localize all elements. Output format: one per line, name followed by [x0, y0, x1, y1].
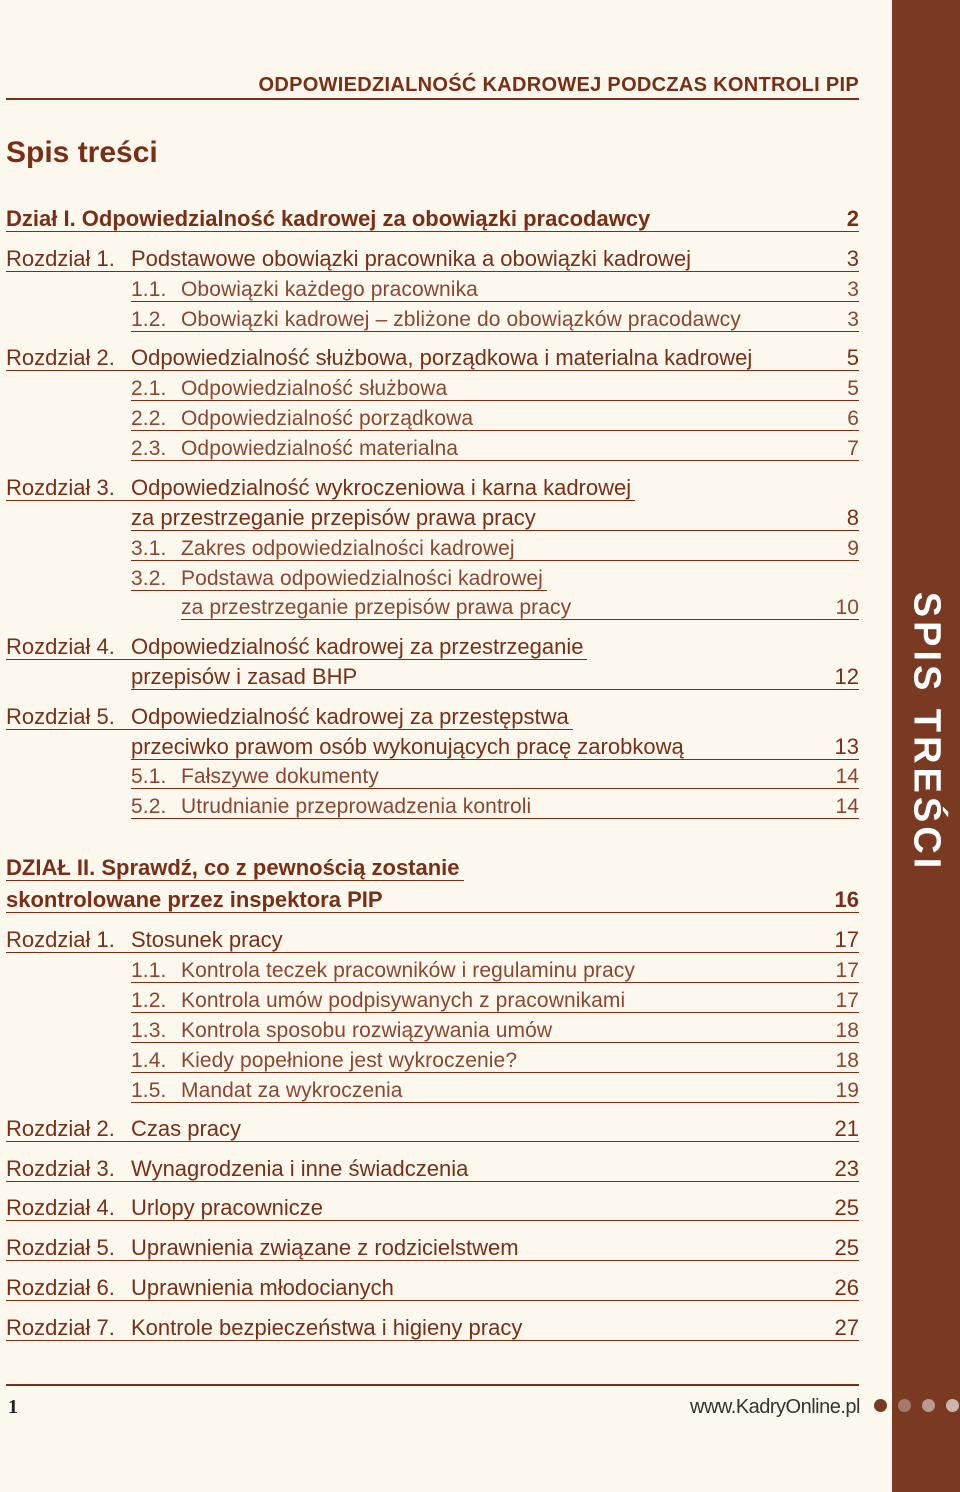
toc-entry[interactable]	[0, 923, 860, 953]
header-rule	[6, 98, 859, 100]
toc-page-number: 8	[846, 505, 859, 530]
sidebar-label: SPIS TREŚCI	[905, 591, 948, 873]
toc-text: Obowiązki kadrowej – zbliżone do obowiązków pracodawcy	[181, 308, 741, 331]
toc-text: za przestrzeganie przepisów prawa pracy	[131, 505, 536, 530]
toc-entry[interactable]	[0, 789, 860, 819]
toc-number: Rozdział 4.	[6, 634, 115, 659]
toc-underline	[131, 818, 859, 820]
toc-page-number: 14	[835, 765, 859, 788]
toc-text: Podstawa odpowiedzialności kadrowej	[181, 567, 543, 590]
toc-entry[interactable]	[0, 851, 860, 881]
toc-number: Rozdział 3.	[6, 1156, 115, 1181]
toc-number: 1.1.	[131, 959, 167, 982]
toc-page-number: 21	[834, 1116, 859, 1141]
toc-number: Rozdział 2.	[6, 1116, 115, 1141]
toc-number: 1.2.	[131, 308, 167, 331]
toc-page-number: 17	[835, 959, 859, 982]
toc-text: Odpowiedzialność służbowa, porządkowa i materialna kadrowej	[131, 345, 753, 370]
dot-icon	[922, 1399, 935, 1412]
toc-page-number: 5	[846, 345, 859, 370]
toc-text: przepisów i zasad BHP	[131, 664, 358, 689]
toc-entry[interactable]	[0, 561, 860, 591]
toc-underline	[6, 1220, 859, 1222]
toc-underline	[6, 912, 859, 914]
sidebar-label-wrap	[892, 0, 960, 1492]
toc-text: Kontrola teczek pracowników i regulaminu pracy	[181, 959, 635, 982]
toc-entry[interactable]	[0, 1311, 860, 1341]
toc-text: skontrolowane przez inspektora PIP	[6, 887, 383, 912]
toc-underline	[6, 231, 859, 233]
toc-text: Kiedy popełnione jest wykroczenie?	[181, 1049, 518, 1072]
toc-text: Kontrole bezpieczeństwa i higieny pracy	[131, 1315, 523, 1340]
toc-entry[interactable]	[0, 660, 860, 690]
toc-number: Rozdział 6.	[6, 1275, 115, 1300]
toc-entry[interactable]	[0, 730, 860, 760]
toc-text: Urlopy pracownicze	[131, 1195, 323, 1220]
toc-underline	[6, 1300, 859, 1302]
toc-text: Odpowiedzialność kadrowej za przestępstwa	[131, 704, 569, 729]
toc-entry[interactable]	[0, 1073, 860, 1103]
toc-entry[interactable]	[0, 630, 860, 660]
toc-text: Wynagrodzenia i inne świadczenia	[131, 1156, 469, 1181]
toc-entry[interactable]	[0, 302, 860, 332]
toc-number: 5.2.	[131, 795, 167, 818]
toc-entry[interactable]	[0, 401, 860, 431]
toc-page-number: 17	[834, 927, 859, 952]
toc-page-number: 19	[835, 1079, 859, 1102]
toc-entry[interactable]	[0, 1271, 860, 1301]
toc-entry[interactable]	[0, 202, 860, 232]
page-title: Spis treści	[6, 136, 158, 169]
toc-text: Uprawnienia związane z rodzicielstwem	[131, 1235, 519, 1260]
toc-text: Kontrola sposobu rozwiązywania umów	[181, 1019, 553, 1042]
page-number: 1	[8, 1396, 18, 1418]
toc-underline	[131, 460, 859, 462]
toc-entry[interactable]	[0, 883, 860, 913]
toc-number: Rozdział 7.	[6, 1315, 115, 1340]
toc-underline	[6, 1340, 859, 1342]
toc-number: Rozdział 2.	[6, 345, 115, 370]
footer-rule	[6, 1384, 859, 1386]
toc-page-number: 2	[846, 206, 859, 231]
toc-page-number: 13	[834, 734, 859, 759]
toc-text: Stosunek pracy	[131, 927, 283, 952]
toc-number: 3.2.	[131, 567, 167, 590]
website-link[interactable]: www.KadryOnline.pl	[690, 1396, 860, 1418]
toc-underline	[181, 619, 859, 621]
toc-entry[interactable]	[0, 1191, 860, 1221]
toc-page-number: 3	[847, 308, 859, 331]
toc-number: 1.2.	[131, 989, 167, 1012]
toc-text: DZIAŁ II. Sprawdź, co z pewnością zostanie	[6, 855, 460, 880]
toc-entry[interactable]	[0, 1013, 860, 1043]
toc-number: Rozdział 5.	[6, 704, 115, 729]
dot-icon	[946, 1399, 959, 1412]
toc-text: Odpowiedzialność materialna	[181, 437, 459, 460]
toc-text: Dział I. Odpowiedzialność kadrowej za obowiązki pracodawcy	[6, 206, 651, 231]
toc-text: Uprawnienia młodocianych	[131, 1275, 394, 1300]
toc-underline	[131, 1102, 859, 1104]
toc-underline	[131, 331, 859, 333]
toc-number: 5.1.	[131, 765, 167, 788]
toc-text: Kontrola umów podpisywanych z pracownikami	[181, 989, 626, 1012]
toc-number: 1.1.	[131, 278, 167, 301]
toc-entry[interactable]	[0, 759, 860, 789]
toc-page-number: 18	[835, 1049, 859, 1072]
toc-entry[interactable]	[0, 431, 860, 461]
toc-text: Odpowiedzialność porządkowa	[181, 407, 474, 430]
toc-page-number: 5	[847, 377, 859, 400]
toc-text: Odpowiedzialność wykroczeniowa i karna kadrowej	[131, 475, 632, 500]
toc-page-number: 10	[835, 596, 859, 619]
toc-entry[interactable]	[0, 1152, 860, 1182]
toc-number: 2.1.	[131, 377, 167, 400]
toc-entry[interactable]	[0, 471, 860, 501]
toc-entry[interactable]	[0, 700, 860, 730]
header-title: ODPOWIEDZIALNOŚĆ KADROWEJ PODCZAS KONTROLI PIP	[258, 74, 859, 96]
toc-entry[interactable]	[0, 341, 860, 371]
toc-page-number: 25	[834, 1195, 859, 1220]
toc-text: Czas pracy	[131, 1116, 242, 1141]
toc-number: Rozdział 5.	[6, 1235, 115, 1260]
toc-underline	[6, 1181, 859, 1183]
dot-icon	[874, 1399, 887, 1412]
toc-page-number: 16	[834, 887, 859, 912]
toc-page-number: 12	[834, 664, 859, 689]
toc-entry[interactable]	[0, 983, 860, 1013]
toc-text: Podstawowe obowiązki pracownika a obowiązki kadrowej	[131, 246, 692, 271]
toc-entry[interactable]	[0, 371, 860, 401]
toc-text: za przestrzeganie przepisów prawa pracy	[181, 596, 572, 619]
dot-icon	[898, 1399, 911, 1412]
toc-page-number: 9	[847, 537, 859, 560]
toc-entry[interactable]	[0, 953, 860, 983]
toc-text: Obowiązki każdego pracownika	[181, 278, 478, 301]
toc-number: 1.5.	[131, 1079, 167, 1102]
toc-text: Mandat za wykroczenia	[181, 1079, 403, 1102]
toc-page-number: 6	[847, 407, 859, 430]
toc-number: Rozdział 3.	[6, 475, 115, 500]
toc-entry[interactable]	[0, 242, 860, 272]
toc-underline	[131, 689, 859, 691]
toc-page-number: 3	[846, 246, 859, 271]
toc-number: 2.2.	[131, 407, 167, 430]
toc-underline	[6, 880, 464, 882]
toc-entry[interactable]	[0, 501, 860, 531]
toc-page-number: 17	[835, 989, 859, 1012]
toc-entry[interactable]	[0, 1112, 860, 1142]
toc-page-number: 23	[834, 1156, 859, 1181]
toc-number: 1.3.	[131, 1019, 167, 1042]
toc-number: Rozdział 1.	[6, 246, 115, 271]
toc-text: Fałszywe dokumenty	[181, 765, 379, 788]
toc-text: przeciwko prawom osób wykonujących pracę zarobkową	[131, 734, 684, 759]
toc-entry[interactable]	[0, 272, 860, 302]
toc-underline	[6, 1141, 859, 1143]
toc-page-number: 14	[835, 795, 859, 818]
toc-entry[interactable]	[0, 590, 860, 620]
toc-page-number: 18	[835, 1019, 859, 1042]
toc-page-number: 27	[834, 1315, 859, 1340]
toc-page-number: 7	[847, 437, 859, 460]
toc-number: Rozdział 4.	[6, 1195, 115, 1220]
toc-entry[interactable]	[0, 1231, 860, 1261]
toc-underline	[6, 1260, 859, 1262]
toc-number: 3.1.	[131, 537, 167, 560]
toc-text: Utrudnianie przeprowadzenia kontroli	[181, 795, 532, 818]
toc-number: 2.3.	[131, 437, 167, 460]
toc-text: Odpowiedzialność kadrowej za przestrzeganie	[131, 634, 584, 659]
toc-text: Odpowiedzialność służbowa	[181, 377, 448, 400]
toc-number: Rozdział 1.	[6, 927, 115, 952]
toc-page-number: 3	[847, 278, 859, 301]
toc-entry[interactable]	[0, 531, 860, 561]
toc-entry[interactable]	[0, 1043, 860, 1073]
toc-page-number: 26	[834, 1275, 859, 1300]
toc-number: 1.4.	[131, 1049, 167, 1072]
toc-text: Zakres odpowiedzialności kadrowej	[181, 537, 515, 560]
sidebar-band	[892, 0, 960, 1492]
toc-page-number: 25	[834, 1235, 859, 1260]
